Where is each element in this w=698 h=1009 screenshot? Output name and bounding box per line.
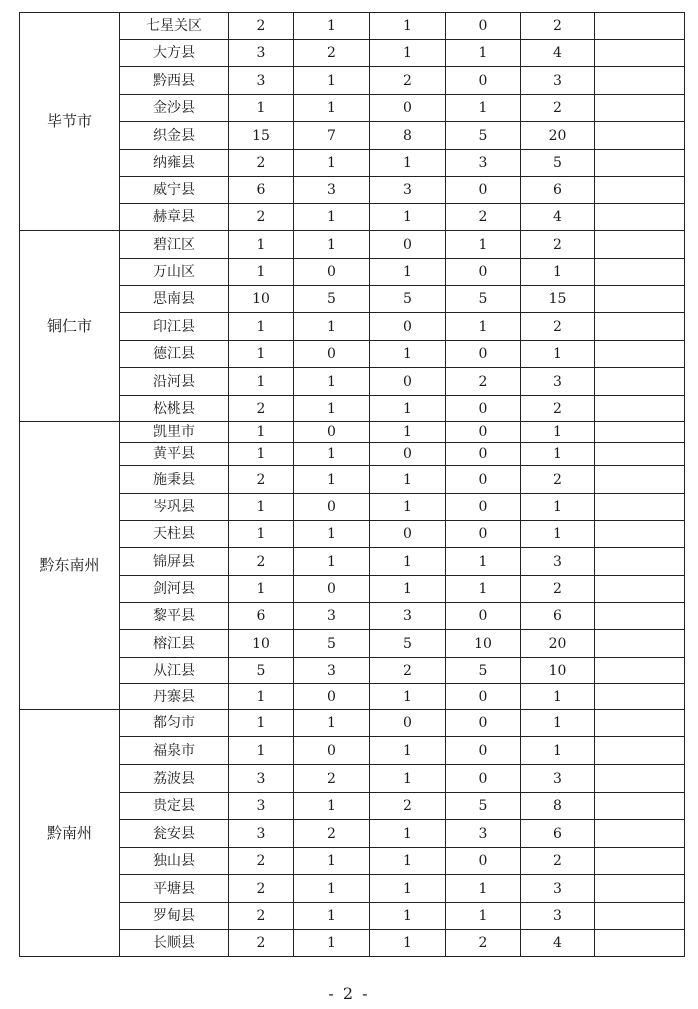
county-cell: 沿河县 [120, 368, 229, 396]
value-cell-f [595, 576, 685, 603]
value-cell-c: 2 [370, 658, 446, 684]
value-cell-e: 6 [521, 177, 595, 204]
table-row [20, 765, 685, 793]
value-cell-a: 3 [229, 765, 294, 793]
value-cell-e: 3 [521, 548, 595, 576]
value-cell-e: 15 [521, 286, 595, 313]
value-cell-e: 1 [521, 341, 595, 368]
value-cell-f [595, 177, 685, 204]
value-cell-c: 1 [370, 737, 446, 765]
value-cell-f [595, 40, 685, 67]
value-cell-d: 0 [446, 422, 521, 443]
value-cell-e: 4 [521, 930, 595, 957]
table-row [20, 177, 685, 204]
value-cell-f [595, 259, 685, 286]
county-cell: 天柱县 [120, 521, 229, 548]
value-cell-c: 1 [370, 13, 446, 40]
table-row [20, 67, 685, 95]
value-cell-a: 2 [229, 396, 294, 422]
city-cell: 黔东南州 [20, 422, 120, 710]
value-cell-b: 1 [294, 848, 370, 875]
value-cell-e: 2 [521, 313, 595, 341]
county-cell: 思南县 [120, 286, 229, 313]
value-cell-c: 1 [370, 875, 446, 903]
value-cell-d: 0 [446, 710, 521, 737]
value-cell-b: 0 [294, 494, 370, 521]
value-cell-a: 5 [229, 658, 294, 684]
value-cell-e: 1 [521, 259, 595, 286]
value-cell-f [595, 95, 685, 122]
table-body [20, 13, 685, 957]
value-cell-c: 1 [370, 466, 446, 494]
table-row [20, 793, 685, 820]
value-cell-f [595, 521, 685, 548]
value-cell-c: 1 [370, 765, 446, 793]
value-cell-a: 6 [229, 177, 294, 204]
value-cell-b: 1 [294, 95, 370, 122]
value-cell-d: 1 [446, 903, 521, 930]
value-cell-b: 1 [294, 793, 370, 820]
value-cell-e: 4 [521, 40, 595, 67]
county-cell: 福泉市 [120, 737, 229, 765]
county-cell: 松桃县 [120, 396, 229, 422]
county-cell: 七星关区 [120, 13, 229, 40]
value-cell-d: 2 [446, 930, 521, 957]
value-cell-e: 20 [521, 122, 595, 150]
county-cell: 锦屏县 [120, 548, 229, 576]
county-cell: 织金县 [120, 122, 229, 150]
value-cell-b: 1 [294, 13, 370, 40]
value-cell-a: 2 [229, 930, 294, 957]
table-row [20, 443, 685, 466]
value-cell-a: 2 [229, 875, 294, 903]
value-cell-a: 1 [229, 368, 294, 396]
table-row [20, 603, 685, 630]
value-cell-a: 1 [229, 494, 294, 521]
value-cell-a: 3 [229, 820, 294, 848]
value-cell-a: 1 [229, 684, 294, 710]
value-cell-b: 5 [294, 286, 370, 313]
table-row [20, 658, 685, 684]
value-cell-e: 3 [521, 875, 595, 903]
value-cell-d: 10 [446, 630, 521, 658]
value-cell-c: 0 [370, 231, 446, 259]
value-cell-b: 0 [294, 422, 370, 443]
county-cell: 金沙县 [120, 95, 229, 122]
value-cell-c: 1 [370, 930, 446, 957]
value-cell-f [595, 13, 685, 40]
value-cell-e: 1 [521, 521, 595, 548]
value-cell-f [595, 313, 685, 341]
value-cell-a: 2 [229, 903, 294, 930]
table-row [20, 231, 685, 259]
value-cell-b: 1 [294, 67, 370, 95]
table-row [20, 710, 685, 737]
value-cell-f [595, 875, 685, 903]
value-cell-a: 1 [229, 710, 294, 737]
value-cell-f [595, 737, 685, 765]
value-cell-d: 5 [446, 793, 521, 820]
value-cell-d: 0 [446, 177, 521, 204]
value-cell-f [595, 765, 685, 793]
value-cell-b: 0 [294, 259, 370, 286]
value-cell-d: 0 [446, 494, 521, 521]
value-cell-f [595, 930, 685, 957]
county-cell: 罗甸县 [120, 903, 229, 930]
value-cell-f [595, 286, 685, 313]
value-cell-c: 1 [370, 341, 446, 368]
value-cell-e: 3 [521, 67, 595, 95]
value-cell-c: 1 [370, 422, 446, 443]
value-cell-e: 10 [521, 658, 595, 684]
value-cell-d: 3 [446, 150, 521, 177]
value-cell-c: 1 [370, 494, 446, 521]
value-cell-c: 3 [370, 603, 446, 630]
value-cell-b: 0 [294, 684, 370, 710]
value-cell-e: 1 [521, 737, 595, 765]
value-cell-f [595, 396, 685, 422]
value-cell-e: 3 [521, 368, 595, 396]
value-cell-b: 0 [294, 576, 370, 603]
value-cell-d: 2 [446, 368, 521, 396]
value-cell-b: 3 [294, 177, 370, 204]
value-cell-c: 1 [370, 548, 446, 576]
value-cell-c: 1 [370, 40, 446, 67]
value-cell-c: 0 [370, 710, 446, 737]
table-row [20, 368, 685, 396]
value-cell-c: 0 [370, 313, 446, 341]
value-cell-b: 0 [294, 737, 370, 765]
value-cell-e: 3 [521, 765, 595, 793]
value-cell-b: 1 [294, 710, 370, 737]
value-cell-b: 1 [294, 204, 370, 231]
county-cell: 赫章县 [120, 204, 229, 231]
value-cell-d: 3 [446, 820, 521, 848]
value-cell-b: 2 [294, 820, 370, 848]
value-cell-d: 0 [446, 521, 521, 548]
value-cell-d: 1 [446, 548, 521, 576]
value-cell-d: 0 [446, 396, 521, 422]
value-cell-d: 0 [446, 67, 521, 95]
value-cell-f [595, 548, 685, 576]
value-cell-c: 0 [370, 521, 446, 548]
value-cell-b: 1 [294, 368, 370, 396]
table-row [20, 286, 685, 313]
value-cell-a: 1 [229, 576, 294, 603]
table-row [20, 875, 685, 903]
value-cell-a: 1 [229, 231, 294, 259]
county-cell: 黔西县 [120, 67, 229, 95]
county-cell: 荔波县 [120, 765, 229, 793]
value-cell-f [595, 122, 685, 150]
value-cell-a: 10 [229, 286, 294, 313]
table-row [20, 848, 685, 875]
value-cell-c: 0 [370, 443, 446, 466]
table-row [20, 903, 685, 930]
county-cell: 黄平县 [120, 443, 229, 466]
value-cell-d: 1 [446, 95, 521, 122]
value-cell-d: 0 [446, 765, 521, 793]
county-cell: 从江县 [120, 658, 229, 684]
value-cell-b: 5 [294, 630, 370, 658]
value-cell-e: 2 [521, 576, 595, 603]
value-cell-f [595, 903, 685, 930]
value-cell-f [595, 848, 685, 875]
value-cell-a: 1 [229, 422, 294, 443]
value-cell-c: 1 [370, 820, 446, 848]
value-cell-e: 2 [521, 466, 595, 494]
county-cell: 都匀市 [120, 710, 229, 737]
value-cell-d: 1 [446, 40, 521, 67]
value-cell-d: 0 [446, 848, 521, 875]
value-cell-e: 3 [521, 903, 595, 930]
value-cell-a: 3 [229, 40, 294, 67]
value-cell-c: 1 [370, 576, 446, 603]
value-cell-e: 2 [521, 95, 595, 122]
data-table [19, 12, 685, 957]
value-cell-b: 3 [294, 603, 370, 630]
value-cell-e: 2 [521, 13, 595, 40]
value-cell-a: 15 [229, 122, 294, 150]
value-cell-a: 3 [229, 67, 294, 95]
value-cell-a: 6 [229, 603, 294, 630]
table-row [20, 521, 685, 548]
value-cell-e: 1 [521, 710, 595, 737]
value-cell-e: 1 [521, 443, 595, 466]
value-cell-d: 1 [446, 231, 521, 259]
value-cell-c: 1 [370, 150, 446, 177]
value-cell-d: 5 [446, 658, 521, 684]
table-row [20, 737, 685, 765]
table-row [20, 930, 685, 957]
county-cell: 德江县 [120, 341, 229, 368]
value-cell-c: 0 [370, 95, 446, 122]
value-cell-d: 5 [446, 122, 521, 150]
value-cell-a: 1 [229, 341, 294, 368]
value-cell-e: 5 [521, 150, 595, 177]
value-cell-c: 5 [370, 630, 446, 658]
value-cell-b: 1 [294, 396, 370, 422]
value-cell-d: 0 [446, 603, 521, 630]
county-cell: 印江县 [120, 313, 229, 341]
value-cell-a: 1 [229, 95, 294, 122]
value-cell-b: 2 [294, 765, 370, 793]
value-cell-b: 1 [294, 875, 370, 903]
value-cell-b: 1 [294, 466, 370, 494]
value-cell-f [595, 494, 685, 521]
county-cell: 黎平县 [120, 603, 229, 630]
value-cell-e: 1 [521, 684, 595, 710]
value-cell-b: 1 [294, 313, 370, 341]
value-cell-a: 1 [229, 737, 294, 765]
table-row [20, 466, 685, 494]
value-cell-b: 1 [294, 903, 370, 930]
table-row [20, 13, 685, 40]
table-row [20, 630, 685, 658]
value-cell-e: 4 [521, 204, 595, 231]
page-number: - 2 - [328, 984, 370, 1003]
value-cell-c: 1 [370, 396, 446, 422]
value-cell-d: 0 [446, 341, 521, 368]
table-row [20, 122, 685, 150]
county-cell: 长顺县 [120, 930, 229, 957]
value-cell-f [595, 150, 685, 177]
value-cell-a: 2 [229, 13, 294, 40]
value-cell-a: 2 [229, 150, 294, 177]
value-cell-a: 2 [229, 466, 294, 494]
county-cell: 纳雍县 [120, 150, 229, 177]
table-row [20, 341, 685, 368]
value-cell-c: 1 [370, 204, 446, 231]
value-cell-e: 2 [521, 396, 595, 422]
value-cell-d: 0 [446, 737, 521, 765]
value-cell-b: 1 [294, 231, 370, 259]
table-row [20, 576, 685, 603]
city-cell: 黔南州 [20, 710, 120, 957]
value-cell-e: 1 [521, 494, 595, 521]
table-row [20, 422, 685, 443]
value-cell-c: 3 [370, 177, 446, 204]
value-cell-d: 0 [446, 259, 521, 286]
value-cell-c: 1 [370, 903, 446, 930]
value-cell-e: 6 [521, 603, 595, 630]
county-cell: 大方县 [120, 40, 229, 67]
value-cell-f [595, 67, 685, 95]
value-cell-f [595, 466, 685, 494]
value-cell-c: 1 [370, 848, 446, 875]
value-cell-c: 2 [370, 67, 446, 95]
value-cell-b: 1 [294, 443, 370, 466]
value-cell-f [595, 710, 685, 737]
value-cell-d: 1 [446, 576, 521, 603]
value-cell-b: 1 [294, 930, 370, 957]
value-cell-b: 0 [294, 341, 370, 368]
county-cell: 万山区 [120, 259, 229, 286]
value-cell-b: 7 [294, 122, 370, 150]
table-row [20, 40, 685, 67]
value-cell-c: 1 [370, 259, 446, 286]
value-cell-d: 0 [446, 466, 521, 494]
value-cell-f [595, 443, 685, 466]
value-cell-f [595, 204, 685, 231]
city-cell: 铜仁市 [20, 231, 120, 422]
value-cell-d: 1 [446, 875, 521, 903]
value-cell-f [595, 820, 685, 848]
value-cell-a: 10 [229, 630, 294, 658]
value-cell-f [595, 658, 685, 684]
value-cell-d: 5 [446, 286, 521, 313]
value-cell-f [595, 422, 685, 443]
table-row [20, 494, 685, 521]
value-cell-b: 3 [294, 658, 370, 684]
county-cell: 凯里市 [120, 422, 229, 443]
value-cell-b: 2 [294, 40, 370, 67]
table-row [20, 548, 685, 576]
value-cell-a: 1 [229, 259, 294, 286]
table-row [20, 396, 685, 422]
table-row [20, 150, 685, 177]
value-cell-b: 1 [294, 548, 370, 576]
value-cell-d: 1 [446, 313, 521, 341]
value-cell-a: 3 [229, 793, 294, 820]
county-cell: 丹寨县 [120, 684, 229, 710]
value-cell-f [595, 793, 685, 820]
county-cell: 平塘县 [120, 875, 229, 903]
county-cell: 岑巩县 [120, 494, 229, 521]
value-cell-c: 8 [370, 122, 446, 150]
value-cell-e: 8 [521, 793, 595, 820]
value-cell-e: 1 [521, 422, 595, 443]
table-row [20, 95, 685, 122]
county-cell: 榕江县 [120, 630, 229, 658]
city-cell: 毕节市 [20, 13, 120, 231]
county-cell: 剑河县 [120, 576, 229, 603]
value-cell-a: 2 [229, 848, 294, 875]
value-cell-e: 2 [521, 848, 595, 875]
table-row [20, 259, 685, 286]
value-cell-e: 6 [521, 820, 595, 848]
value-cell-c: 2 [370, 793, 446, 820]
value-cell-c: 0 [370, 368, 446, 396]
value-cell-c: 5 [370, 286, 446, 313]
value-cell-d: 0 [446, 684, 521, 710]
value-cell-f [595, 368, 685, 396]
county-cell: 贵定县 [120, 793, 229, 820]
value-cell-f [595, 341, 685, 368]
value-cell-a: 1 [229, 313, 294, 341]
county-cell: 独山县 [120, 848, 229, 875]
county-cell: 施秉县 [120, 466, 229, 494]
value-cell-d: 0 [446, 13, 521, 40]
value-cell-f [595, 684, 685, 710]
value-cell-b: 1 [294, 521, 370, 548]
value-cell-d: 2 [446, 204, 521, 231]
table-row [20, 820, 685, 848]
table-row [20, 684, 685, 710]
value-cell-f [595, 630, 685, 658]
value-cell-e: 20 [521, 630, 595, 658]
value-cell-a: 2 [229, 548, 294, 576]
table-row [20, 204, 685, 231]
value-cell-a: 1 [229, 521, 294, 548]
value-cell-b: 1 [294, 150, 370, 177]
value-cell-f [595, 231, 685, 259]
value-cell-e: 2 [521, 231, 595, 259]
value-cell-c: 1 [370, 684, 446, 710]
value-cell-a: 1 [229, 443, 294, 466]
county-cell: 威宁县 [120, 177, 229, 204]
table-row [20, 313, 685, 341]
value-cell-a: 2 [229, 204, 294, 231]
value-cell-d: 0 [446, 443, 521, 466]
county-cell: 碧江区 [120, 231, 229, 259]
value-cell-f [595, 603, 685, 630]
county-cell: 瓮安县 [120, 820, 229, 848]
